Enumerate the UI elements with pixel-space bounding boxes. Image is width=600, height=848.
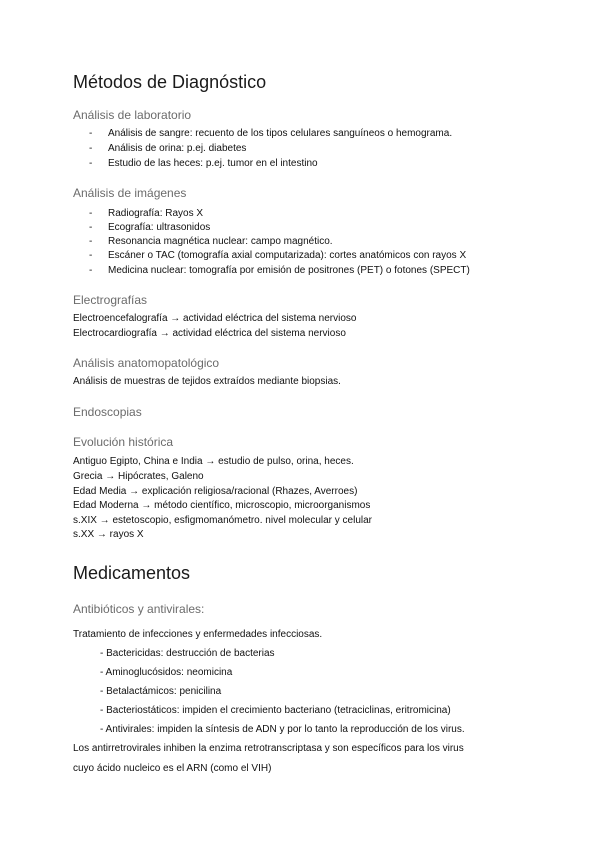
bullet-dash: - bbox=[89, 236, 93, 247]
list-item-text: Escáner o TAC (tomografía axial computarizada): cortes anatómicos con rayos X bbox=[108, 250, 467, 261]
section-title-diagnostico: Métodos de Diagnóstico bbox=[73, 72, 267, 92]
bullet-dash: - bbox=[89, 265, 93, 276]
list-item-text: Radiografía: Rayos X bbox=[108, 208, 204, 219]
text-line: cuyo ácido nucleico es el ARN (como el VIH) bbox=[73, 763, 272, 774]
list-item-text: Análisis de orina: p.ej. diabetes bbox=[108, 143, 247, 154]
text-line: Electroencefalografía → actividad eléctrica del sistema nervioso bbox=[73, 313, 357, 324]
text-line: s.XX → rayos X bbox=[73, 529, 144, 540]
heading-imagenes: Análisis de imágenes bbox=[73, 186, 187, 200]
bullet-dash: - bbox=[89, 128, 93, 139]
list-item-text: Estudio de las heces: p.ej. tumor en el intestino bbox=[108, 158, 318, 169]
heading-laboratorio: Análisis de laboratorio bbox=[73, 108, 192, 122]
list-item: - Antivirales: impiden la síntesis de ADN y por lo tanto la reproducción de los virus. bbox=[100, 724, 465, 735]
list-item: - Aminoglucósidos: neomicina bbox=[100, 667, 233, 678]
text-line: Antiguo Egipto, China e India → estudio de pulso, orina, heces. bbox=[73, 456, 354, 467]
text-line: Los antirretrovirales inhiben la enzima retrotranscriptasa y son específicos para los virus bbox=[73, 743, 464, 754]
text-line: Edad Moderna → método científico, microscopio, microorganismos bbox=[73, 500, 371, 511]
text-line: Edad Media → explicación religiosa/racional (Rhazes, Averroes) bbox=[73, 486, 358, 497]
text-line: s.XIX → estetoscopio, esfigmomanómetro. nivel molecular y celular bbox=[73, 515, 373, 526]
section-title-medicamentos: Medicamentos bbox=[73, 563, 191, 583]
heading-anatomopatologico: Análisis anatomopatológico bbox=[73, 356, 220, 370]
text-line: Electrocardiografía → actividad eléctrica del sistema nervioso bbox=[73, 328, 346, 339]
heading-endoscopias: Endoscopias bbox=[73, 405, 142, 419]
heading-antibioticos: Antibióticos y antivirales: bbox=[73, 602, 205, 616]
bullet-dash: - bbox=[89, 250, 93, 261]
bullet-dash: - bbox=[89, 208, 93, 219]
list-item: - Bactericidas: destrucción de bacterias bbox=[100, 648, 275, 659]
list-item-text: Resonancia magnética nuclear: campo magnético. bbox=[108, 236, 333, 247]
text-line: Grecia → Hipócrates, Galeno bbox=[73, 471, 204, 482]
text-line: Tratamiento de infecciones y enfermedades infecciosas. bbox=[73, 629, 323, 640]
heading-evolucion: Evolución histórica bbox=[73, 435, 174, 449]
text-line: Análisis de muestras de tejidos extraídos mediante biopsias. bbox=[73, 376, 341, 387]
bullet-dash: - bbox=[89, 158, 93, 169]
list-item-text: Análisis de sangre: recuento de los tipos celulares sanguíneos o hemograma. bbox=[108, 128, 453, 139]
heading-electrografias: Electrografías bbox=[73, 293, 148, 307]
bullet-dash: - bbox=[89, 222, 93, 233]
list-item-text: Ecografía: ultrasonidos bbox=[108, 222, 211, 233]
list-item-text: Medicina nuclear: tomografía por emisión de positrones (PET) o fotones (SPECT) bbox=[108, 265, 470, 276]
bullet-dash: - bbox=[89, 143, 93, 154]
list-item: - Bacteriostáticos: impiden el crecimiento bacteriano (tetraciclinas, eritromicina) bbox=[100, 705, 451, 716]
list-item: - Betalactámicos: penicilina bbox=[100, 686, 222, 697]
